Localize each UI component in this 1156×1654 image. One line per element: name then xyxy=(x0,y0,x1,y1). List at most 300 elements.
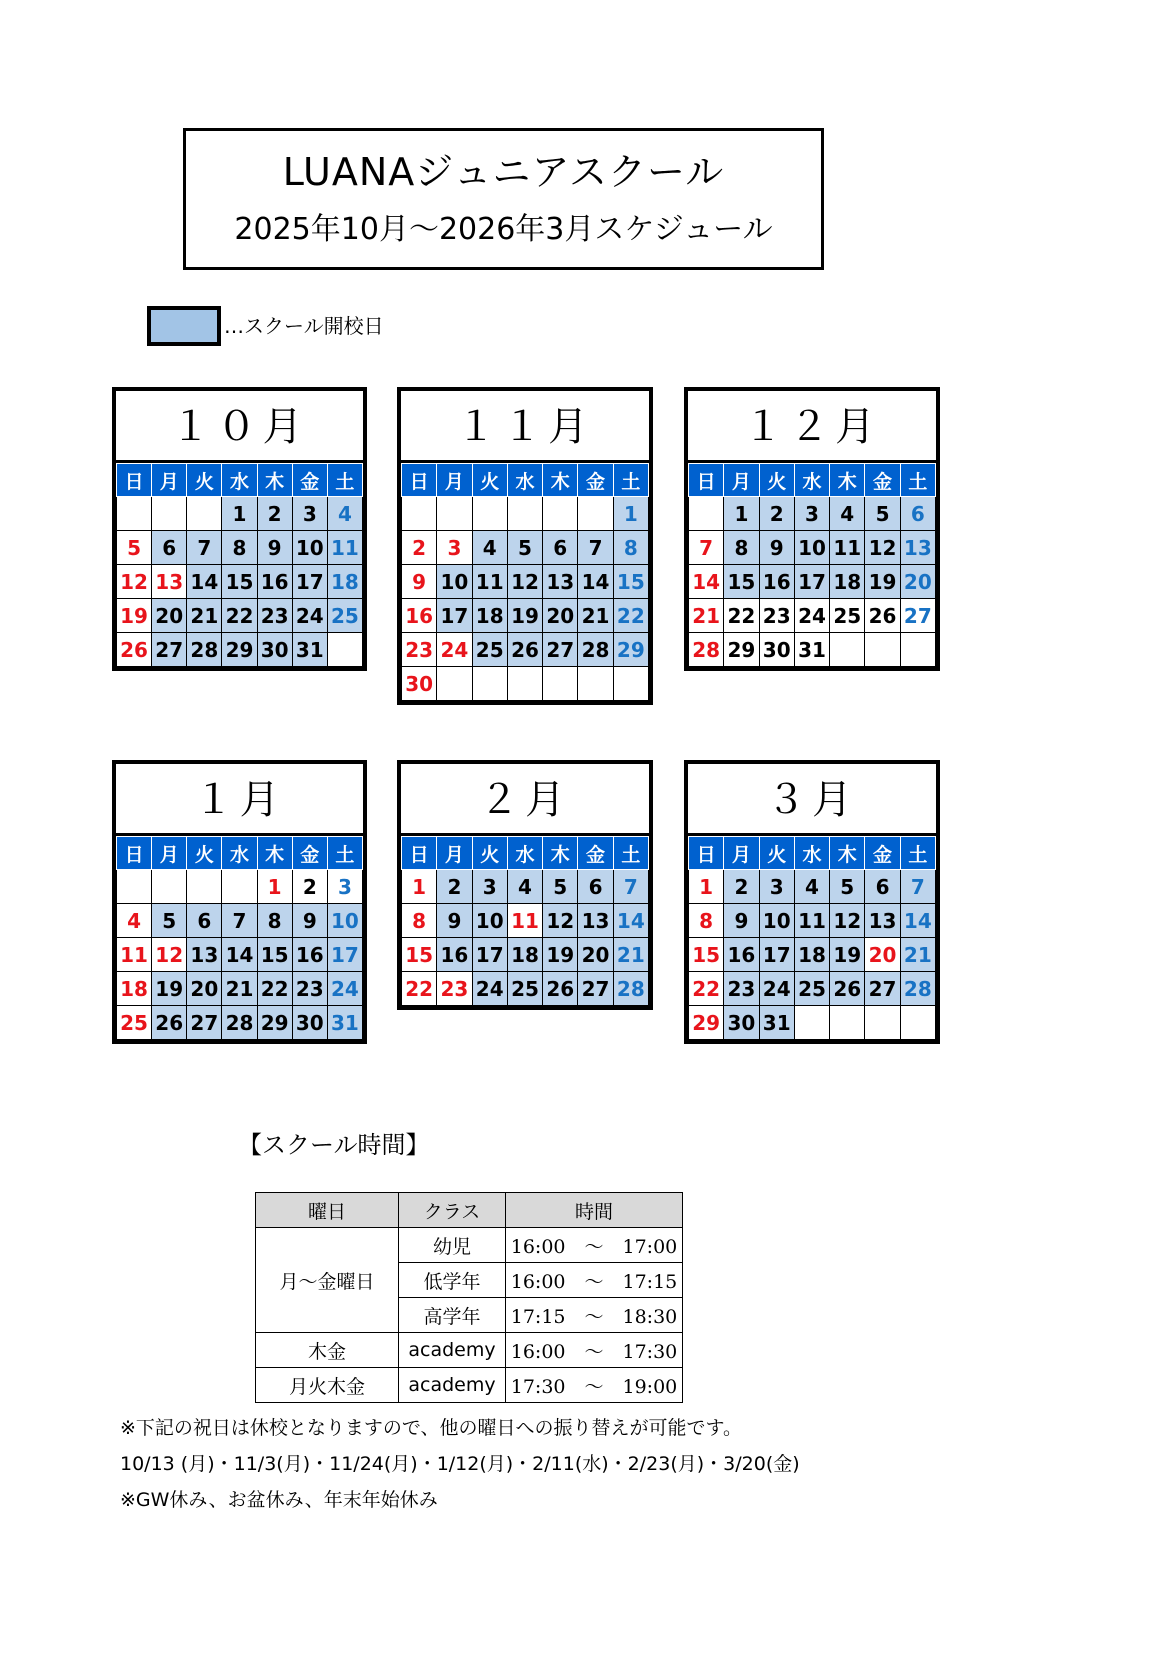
week-row xyxy=(117,904,363,938)
day-cell: 24 xyxy=(794,599,829,633)
weekday-header: 土 xyxy=(613,464,648,497)
day-cell: 9 xyxy=(402,565,437,599)
day-cell: 19 xyxy=(507,599,542,633)
day-cell: 28 xyxy=(187,633,222,667)
day-cell: 19 xyxy=(865,565,900,599)
weekday-header: 水 xyxy=(222,464,257,497)
week-row xyxy=(402,972,649,1006)
weekday-header: 水 xyxy=(222,837,257,870)
day-cell: 31 xyxy=(327,1006,362,1040)
weekday-header: 月 xyxy=(152,837,187,870)
day-cell: 月～金曜日 xyxy=(256,1228,399,1333)
time-cell: 16:00 ～ 17:00 xyxy=(506,1228,683,1263)
day-cell: 9 xyxy=(759,531,794,565)
week-row xyxy=(689,938,936,972)
day-cell: 31 xyxy=(794,633,829,667)
day-cell: 10 xyxy=(759,904,794,938)
day-cell: 7 xyxy=(222,904,257,938)
class-cell: 幼児 xyxy=(399,1228,506,1263)
weekday-header: 水 xyxy=(507,464,542,497)
day-cell: 17 xyxy=(472,938,507,972)
day-cell: 17 xyxy=(794,565,829,599)
weekday-header: 月 xyxy=(724,464,759,497)
weekday-header: 木 xyxy=(830,464,865,497)
day-cell: 6 xyxy=(900,497,935,531)
day-cell: 20 xyxy=(900,565,935,599)
empty-day-cell xyxy=(437,667,472,701)
class-cell: academy xyxy=(399,1333,506,1368)
week-row xyxy=(402,531,649,565)
empty-day-cell xyxy=(543,497,578,531)
week-row xyxy=(117,531,363,565)
weekday-header: 木 xyxy=(257,837,292,870)
time-cell: 16:00 ～ 17:30 xyxy=(506,1333,683,1368)
title-box xyxy=(183,128,824,270)
legend-swatch xyxy=(147,306,221,346)
day-cell: 22 xyxy=(689,972,724,1006)
empty-day-cell xyxy=(794,1006,829,1040)
day-cell: 29 xyxy=(613,633,648,667)
legend-label: …スクール開校日 xyxy=(224,314,384,338)
day-cell: 13 xyxy=(865,904,900,938)
day-cell: 23 xyxy=(257,599,292,633)
day-cell: 4 xyxy=(507,870,542,904)
day-cell: 15 xyxy=(724,565,759,599)
day-cell: 2 xyxy=(292,870,327,904)
day-cell: 8 xyxy=(724,531,759,565)
day-cell: 21 xyxy=(187,599,222,633)
day-cell: 27 xyxy=(578,972,613,1006)
day-cell: 25 xyxy=(794,972,829,1006)
school-hours-heading: 【スクール時間】 xyxy=(238,1131,430,1159)
weekday-header: 土 xyxy=(327,837,362,870)
week-row xyxy=(117,972,363,1006)
day-cell: 1 xyxy=(402,870,437,904)
day-cell: 30 xyxy=(759,633,794,667)
weekday-header: 月 xyxy=(437,837,472,870)
weekday-header: 火 xyxy=(472,464,507,497)
weekday-header: 火 xyxy=(759,837,794,870)
month-calendar-jan xyxy=(112,760,367,1044)
weekday-header: 日 xyxy=(402,837,437,870)
day-cell: 17 xyxy=(437,599,472,633)
table-row xyxy=(256,1333,683,1368)
empty-day-cell xyxy=(900,1006,935,1040)
month-calendar-mar xyxy=(684,760,940,1044)
day-cell: 28 xyxy=(689,633,724,667)
day-cell: 4 xyxy=(830,497,865,531)
schedule-subtitle: 2025年10月～2026年3月スケジュール xyxy=(234,212,773,247)
weekday-header: 日 xyxy=(689,464,724,497)
table-row xyxy=(256,1368,683,1403)
day-cell: 22 xyxy=(402,972,437,1006)
weekday-header: 水 xyxy=(794,464,829,497)
empty-day-cell xyxy=(900,633,935,667)
month-title: １月 xyxy=(116,764,363,836)
day-cell: 20 xyxy=(578,938,613,972)
day-cell: 2 xyxy=(257,497,292,531)
empty-day-cell xyxy=(578,497,613,531)
week-row xyxy=(689,497,936,531)
empty-day-cell xyxy=(830,1006,865,1040)
empty-day-cell xyxy=(830,633,865,667)
empty-day-cell xyxy=(507,497,542,531)
day-cell: 3 xyxy=(759,870,794,904)
day-cell: 4 xyxy=(472,531,507,565)
weekday-header-row xyxy=(689,464,936,497)
weekday-header-row xyxy=(117,837,363,870)
day-cell: 2 xyxy=(402,531,437,565)
day-cell: 24 xyxy=(759,972,794,1006)
month-title: １１月 xyxy=(401,391,649,463)
week-row xyxy=(402,904,649,938)
week-row xyxy=(117,1006,363,1040)
day-cell: 30 xyxy=(402,667,437,701)
month-calendar-oct xyxy=(112,387,367,671)
day-cell: 6 xyxy=(578,870,613,904)
day-cell: 23 xyxy=(437,972,472,1006)
empty-day-cell xyxy=(117,870,152,904)
notes xyxy=(120,1410,800,1518)
weekday-header: 木 xyxy=(543,837,578,870)
empty-day-cell xyxy=(865,1006,900,1040)
weekday-header: 火 xyxy=(759,464,794,497)
day-cell: 10 xyxy=(437,565,472,599)
day-cell: 11 xyxy=(472,565,507,599)
day-cell: 21 xyxy=(613,938,648,972)
table-row xyxy=(256,1228,683,1263)
day-cell: 8 xyxy=(222,531,257,565)
calendar-grid xyxy=(116,836,363,1040)
table-header-row xyxy=(256,1193,683,1228)
weekday-header: 日 xyxy=(117,464,152,497)
day-cell: 22 xyxy=(257,972,292,1006)
day-cell: 27 xyxy=(187,1006,222,1040)
weekday-header: 金 xyxy=(865,464,900,497)
day-cell: 28 xyxy=(578,633,613,667)
day-cell: 5 xyxy=(152,904,187,938)
day-cell: 7 xyxy=(613,870,648,904)
empty-day-cell xyxy=(187,870,222,904)
weekday-header: 木 xyxy=(257,464,292,497)
day-cell: 24 xyxy=(472,972,507,1006)
day-cell: 3 xyxy=(292,497,327,531)
month-title: １２月 xyxy=(688,391,936,463)
weekday-header-row xyxy=(402,464,649,497)
day-cell: 30 xyxy=(724,1006,759,1040)
week-row xyxy=(402,667,649,701)
empty-day-cell xyxy=(578,667,613,701)
weekday-header: 水 xyxy=(507,837,542,870)
empty-day-cell xyxy=(402,497,437,531)
day-cell: 25 xyxy=(327,599,362,633)
day-cell: 26 xyxy=(117,633,152,667)
empty-day-cell xyxy=(472,497,507,531)
day-cell: 13 xyxy=(543,565,578,599)
week-row xyxy=(689,633,936,667)
day-cell: 9 xyxy=(724,904,759,938)
day-cell: 1 xyxy=(613,497,648,531)
weekday-header: 木 xyxy=(830,837,865,870)
week-row xyxy=(689,565,936,599)
empty-day-cell xyxy=(222,870,257,904)
day-cell: 5 xyxy=(507,531,542,565)
day-cell: 3 xyxy=(794,497,829,531)
day-cell: 16 xyxy=(437,938,472,972)
day-cell: 6 xyxy=(152,531,187,565)
class-cell: academy xyxy=(399,1368,506,1403)
day-cell: 18 xyxy=(507,938,542,972)
day-cell: 26 xyxy=(152,1006,187,1040)
month-calendar-dec xyxy=(684,387,940,671)
day-cell: 13 xyxy=(578,904,613,938)
class-cell: 低学年 xyxy=(399,1263,506,1298)
calendar-grid xyxy=(401,836,649,1006)
holiday-note: ※下記の祝日は休校となりますので、他の曜日への振り替えが可能です。 xyxy=(120,1417,743,1439)
day-cell: 月火木金 xyxy=(256,1368,399,1403)
weekday-header: 土 xyxy=(900,464,935,497)
day-cell: 7 xyxy=(578,531,613,565)
month-title: １０月 xyxy=(116,391,363,463)
header-time: 時間 xyxy=(506,1193,683,1228)
week-row xyxy=(689,531,936,565)
month-title: ２月 xyxy=(401,764,649,836)
day-cell: 13 xyxy=(187,938,222,972)
day-cell: 28 xyxy=(613,972,648,1006)
day-cell: 29 xyxy=(724,633,759,667)
day-cell: 22 xyxy=(613,599,648,633)
day-cell: 25 xyxy=(117,1006,152,1040)
day-cell: 11 xyxy=(830,531,865,565)
day-cell: 6 xyxy=(187,904,222,938)
day-cell: 23 xyxy=(292,972,327,1006)
empty-day-cell xyxy=(152,497,187,531)
weekday-header: 土 xyxy=(613,837,648,870)
day-cell: 15 xyxy=(402,938,437,972)
header-class: クラス xyxy=(399,1193,506,1228)
day-cell: 19 xyxy=(117,599,152,633)
day-cell: 13 xyxy=(900,531,935,565)
weekday-header-row xyxy=(117,464,363,497)
day-cell: 20 xyxy=(543,599,578,633)
day-cell: 4 xyxy=(327,497,362,531)
day-cell: 14 xyxy=(578,565,613,599)
day-cell: 23 xyxy=(724,972,759,1006)
day-cell: 27 xyxy=(865,972,900,1006)
day-cell: 25 xyxy=(507,972,542,1006)
day-cell: 24 xyxy=(327,972,362,1006)
day-cell: 6 xyxy=(865,870,900,904)
empty-day-cell xyxy=(187,497,222,531)
day-cell: 4 xyxy=(117,904,152,938)
header-day: 曜日 xyxy=(256,1193,399,1228)
week-row xyxy=(689,599,936,633)
day-cell: 22 xyxy=(724,599,759,633)
week-row xyxy=(117,633,363,667)
empty-day-cell xyxy=(327,633,362,667)
day-cell: 8 xyxy=(613,531,648,565)
day-cell: 5 xyxy=(117,531,152,565)
weekday-header: 月 xyxy=(437,464,472,497)
weekday-header: 土 xyxy=(900,837,935,870)
day-cell: 19 xyxy=(152,972,187,1006)
empty-day-cell xyxy=(117,497,152,531)
day-cell: 26 xyxy=(830,972,865,1006)
weekday-header-row xyxy=(402,837,649,870)
day-cell: 24 xyxy=(292,599,327,633)
school-hours-table xyxy=(255,1192,683,1403)
day-cell: 6 xyxy=(543,531,578,565)
day-cell: 木金 xyxy=(256,1333,399,1368)
week-row xyxy=(402,633,649,667)
day-cell: 12 xyxy=(865,531,900,565)
day-cell: 27 xyxy=(152,633,187,667)
day-cell: 21 xyxy=(222,972,257,1006)
day-cell: 20 xyxy=(187,972,222,1006)
empty-day-cell xyxy=(507,667,542,701)
day-cell: 26 xyxy=(543,972,578,1006)
day-cell: 16 xyxy=(402,599,437,633)
day-cell: 9 xyxy=(437,904,472,938)
day-cell: 14 xyxy=(613,904,648,938)
day-cell: 18 xyxy=(794,938,829,972)
day-cell: 14 xyxy=(187,565,222,599)
calendar-grid xyxy=(116,463,363,667)
day-cell: 22 xyxy=(222,599,257,633)
week-row xyxy=(402,870,649,904)
day-cell: 9 xyxy=(257,531,292,565)
day-cell: 27 xyxy=(543,633,578,667)
day-cell: 18 xyxy=(117,972,152,1006)
day-cell: 23 xyxy=(759,599,794,633)
empty-day-cell xyxy=(689,497,724,531)
week-row xyxy=(402,599,649,633)
day-cell: 21 xyxy=(900,938,935,972)
day-cell: 14 xyxy=(689,565,724,599)
weekday-header-row xyxy=(689,837,936,870)
day-cell: 4 xyxy=(794,870,829,904)
day-cell: 10 xyxy=(472,904,507,938)
day-cell: 17 xyxy=(292,565,327,599)
weekday-header: 水 xyxy=(794,837,829,870)
month-calendar-nov xyxy=(397,387,653,705)
day-cell: 12 xyxy=(543,904,578,938)
week-row xyxy=(117,565,363,599)
week-row xyxy=(117,870,363,904)
empty-day-cell xyxy=(437,497,472,531)
day-cell: 5 xyxy=(543,870,578,904)
day-cell: 31 xyxy=(759,1006,794,1040)
week-row xyxy=(689,1006,936,1040)
day-cell: 16 xyxy=(292,938,327,972)
weekday-header: 金 xyxy=(865,837,900,870)
week-row xyxy=(402,497,649,531)
weekday-header: 金 xyxy=(292,837,327,870)
day-cell: 24 xyxy=(437,633,472,667)
weekday-header: 金 xyxy=(578,464,613,497)
day-cell: 27 xyxy=(900,599,935,633)
empty-day-cell xyxy=(543,667,578,701)
day-cell: 2 xyxy=(759,497,794,531)
class-cell: 高学年 xyxy=(399,1298,506,1333)
empty-day-cell xyxy=(865,633,900,667)
time-cell: 16:00 ～ 17:15 xyxy=(506,1263,683,1298)
empty-day-cell xyxy=(613,667,648,701)
day-cell: 14 xyxy=(222,938,257,972)
week-row xyxy=(402,565,649,599)
day-cell: 21 xyxy=(689,599,724,633)
day-cell: 18 xyxy=(327,565,362,599)
day-cell: 8 xyxy=(402,904,437,938)
day-cell: 17 xyxy=(759,938,794,972)
day-cell: 30 xyxy=(292,1006,327,1040)
day-cell: 16 xyxy=(257,565,292,599)
day-cell: 2 xyxy=(724,870,759,904)
day-cell: 7 xyxy=(689,531,724,565)
day-cell: 10 xyxy=(292,531,327,565)
day-cell: 3 xyxy=(437,531,472,565)
day-cell: 12 xyxy=(830,904,865,938)
school-title: LUANAジュニアスクール xyxy=(282,150,725,194)
day-cell: 1 xyxy=(689,870,724,904)
day-cell: 30 xyxy=(257,633,292,667)
day-cell: 21 xyxy=(578,599,613,633)
day-cell: 26 xyxy=(865,599,900,633)
day-cell: 1 xyxy=(724,497,759,531)
calendar-grid xyxy=(688,836,936,1040)
day-cell: 11 xyxy=(507,904,542,938)
weekday-header: 月 xyxy=(152,464,187,497)
weekday-header: 木 xyxy=(543,464,578,497)
weekday-header: 土 xyxy=(327,464,362,497)
day-cell: 2 xyxy=(437,870,472,904)
week-row xyxy=(689,972,936,1006)
week-row xyxy=(117,497,363,531)
day-cell: 19 xyxy=(543,938,578,972)
day-cell: 3 xyxy=(327,870,362,904)
day-cell: 11 xyxy=(794,904,829,938)
weekday-header: 月 xyxy=(724,837,759,870)
day-cell: 26 xyxy=(507,633,542,667)
day-cell: 11 xyxy=(327,531,362,565)
day-cell: 9 xyxy=(292,904,327,938)
day-cell: 20 xyxy=(865,938,900,972)
day-cell: 31 xyxy=(292,633,327,667)
day-cell: 14 xyxy=(900,904,935,938)
day-cell: 1 xyxy=(257,870,292,904)
day-cell: 8 xyxy=(257,904,292,938)
day-cell: 11 xyxy=(117,938,152,972)
weekday-header: 日 xyxy=(117,837,152,870)
day-cell: 3 xyxy=(472,870,507,904)
week-row xyxy=(689,904,936,938)
day-cell: 18 xyxy=(830,565,865,599)
day-cell: 15 xyxy=(222,565,257,599)
day-cell: 17 xyxy=(327,938,362,972)
day-cell: 23 xyxy=(402,633,437,667)
week-row xyxy=(689,870,936,904)
weekday-header: 火 xyxy=(187,837,222,870)
day-cell: 12 xyxy=(507,565,542,599)
calendar-grid xyxy=(401,463,649,701)
day-cell: 12 xyxy=(117,565,152,599)
time-cell: 17:15 ～ 18:30 xyxy=(506,1298,683,1333)
day-cell: 5 xyxy=(865,497,900,531)
day-cell: 15 xyxy=(689,938,724,972)
calendar-grid xyxy=(688,463,936,667)
weekday-header: 火 xyxy=(187,464,222,497)
holiday-dates: 10/13 (月)・11/3(月)・11/24(月)・1/12(月)・2/11(水)・2/23(月)・3/20(金) xyxy=(120,1453,800,1475)
